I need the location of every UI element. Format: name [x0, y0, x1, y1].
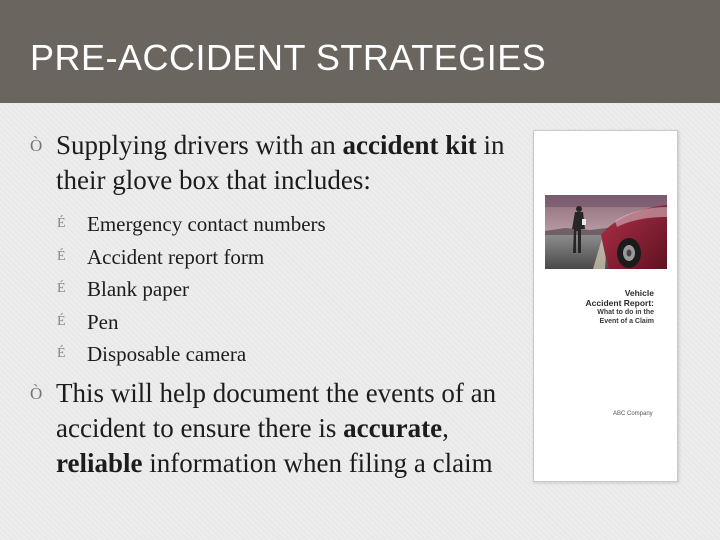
slide-title: PRE-ACCIDENT STRATEGIES [30, 37, 547, 78]
bullet-icon: Ò [30, 383, 43, 403]
list-item-label: Disposable camera [87, 342, 247, 366]
bullet-icon: Ò [30, 136, 43, 155]
list-item [30, 208, 510, 241]
bullet-bold-text: reliable [56, 447, 143, 478]
sub-bullet-icon: É [57, 346, 66, 361]
bullet-bold-text: accurate [343, 412, 443, 443]
booklet-title-line: Vehicle [624, 288, 654, 298]
bullet-text: , [442, 412, 449, 443]
booklet-title [534, 288, 654, 326]
list-item-label: Blank paper [87, 277, 190, 301]
list-item-label: Emergency contact numbers [87, 212, 326, 236]
booklet-subtitle-line: Event of a Claim [599, 318, 654, 325]
kit-items-list [30, 208, 510, 371]
bullet-text: Supplying drivers with an [56, 130, 343, 160]
bullet-text: in their glove box that includes: [56, 130, 505, 195]
sub-bullet-icon: É [57, 313, 66, 329]
booklet-subtitle-line: What to do in the [597, 309, 654, 316]
list-item [30, 241, 510, 274]
list-item [30, 338, 510, 371]
booklet-title-line: Accident Report: [585, 298, 654, 308]
bullet-documentation [30, 376, 510, 481]
slide-content [30, 128, 510, 481]
accident-report-booklet-image [533, 130, 678, 482]
list-item [30, 306, 510, 339]
bullet-text: information when filing a claim [142, 447, 493, 478]
list-item [30, 273, 510, 306]
sub-bullet-icon: É [57, 216, 66, 231]
accident-scene-photo [545, 195, 667, 269]
list-item-label: Pen [87, 309, 119, 334]
bullet-bold-text: accident kit [342, 130, 477, 160]
title-bar [0, 0, 720, 103]
list-item-label: Accident report form [87, 244, 265, 269]
bullet-text: This will help document the events of an accident to ensure there is [56, 377, 497, 443]
booklet-company-name: ABC Company [613, 411, 653, 417]
sub-bullet-icon: É [57, 248, 66, 264]
bullet-accident-kit [30, 128, 510, 198]
sub-bullet-icon: É [57, 281, 66, 296]
